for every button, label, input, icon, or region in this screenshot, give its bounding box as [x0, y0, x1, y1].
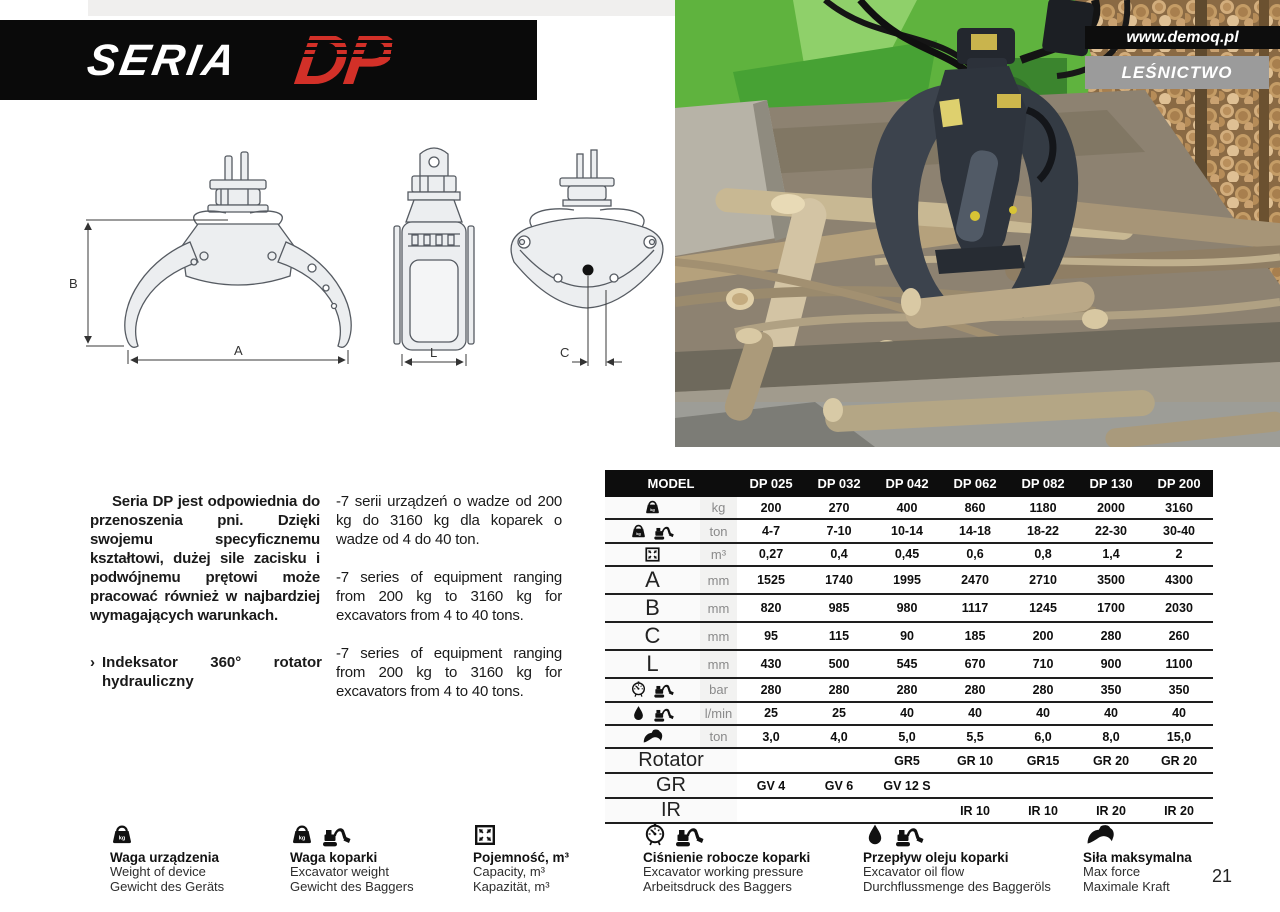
spec-row: [605, 748, 1213, 773]
row-unit: ton: [700, 725, 737, 748]
spec-value: 1700: [1077, 594, 1145, 622]
website-bar: [1085, 26, 1280, 49]
capacity-icon: [473, 823, 497, 847]
legend-text-de: Kapazität, m³: [473, 878, 550, 894]
spec-value: [941, 773, 1009, 798]
dim-label-c: C: [560, 345, 570, 360]
legend-text-en: Max force: [1083, 864, 1141, 879]
row-unit: mm: [700, 566, 737, 594]
spec-value: 185: [941, 622, 1009, 650]
legend-icons: [473, 820, 569, 847]
excavator-icon: [651, 681, 676, 698]
spec-value: GV 12 S: [873, 773, 941, 798]
spec-value: 14-18: [941, 519, 1009, 542]
spec-row: [605, 519, 1213, 542]
legend-item: [863, 820, 1051, 894]
legend-title-pl: Waga urządzenia: [110, 850, 220, 865]
bullet-text: Indeksator 360° rotator hydrauliczny: [102, 654, 322, 690]
spec-value: 40: [941, 702, 1009, 725]
muscle-icon: [1083, 823, 1117, 847]
table-header-model: MODEL: [605, 470, 737, 497]
page-edge-strip: [88, 0, 675, 16]
row-label: [605, 543, 700, 566]
legend-text-de: Gewicht des Geräts: [110, 878, 225, 894]
row-label: B: [605, 594, 700, 622]
spec-value: 2: [1145, 543, 1213, 566]
spec-value: 8,0: [1077, 725, 1145, 748]
spec-value: 0,8: [1009, 543, 1077, 566]
spec-row: [605, 702, 1213, 725]
spec-value: 860: [941, 497, 1009, 519]
legend-text-de: Arbeitsdruck des Baggers: [643, 878, 792, 894]
spec-value: 30-40: [1145, 519, 1213, 542]
drawing-side-view: [394, 148, 474, 350]
page-number: 21: [1212, 866, 1233, 886]
spec-value: [737, 748, 805, 773]
weight-icon: [644, 499, 661, 516]
spec-value: 2710: [1009, 566, 1077, 594]
spec-row: [605, 725, 1213, 748]
spec-value: 95: [737, 622, 805, 650]
dim-label-a: A: [234, 343, 243, 358]
legend-title-pl: Przepływ oleju koparki: [863, 850, 1009, 865]
row-label: IR: [605, 798, 737, 823]
spec-value: 4300: [1145, 566, 1213, 594]
spec-value: 40: [1009, 702, 1077, 725]
table-header-column: DP 200: [1145, 470, 1213, 497]
spec-table: [605, 470, 1213, 824]
legend-title-pl: Pojemność, m³: [473, 850, 570, 865]
spec-value: 350: [1077, 678, 1145, 701]
spec-value: 670: [941, 650, 1009, 678]
legend-text-de: Maximale Kraft: [1083, 878, 1170, 894]
spec-value: 2030: [1145, 594, 1213, 622]
drop-icon: [630, 705, 647, 722]
spec-value: 1525: [737, 566, 805, 594]
spec-row: [605, 543, 1213, 566]
spec-value: 15,0: [1145, 725, 1213, 748]
spec-value: 545: [873, 650, 941, 678]
series-banner: [0, 20, 537, 100]
spec-value: IR 20: [1077, 798, 1145, 823]
spec-row: [605, 773, 1213, 798]
spec-value: 4,0: [805, 725, 873, 748]
category-label: LEŚNICTWO: [1121, 62, 1233, 82]
spec-value: [1009, 773, 1077, 798]
spec-value: 40: [873, 702, 941, 725]
spec-value: GV 4: [737, 773, 805, 798]
legend-text-en: Excavator weight: [290, 864, 389, 879]
legend: [0, 820, 1280, 912]
spec-value: 0,27: [737, 543, 805, 566]
spec-table-grid: [605, 470, 1213, 824]
spec-value: 1100: [1145, 650, 1213, 678]
spec-value: 820: [737, 594, 805, 622]
table-header-column: DP 032: [805, 470, 873, 497]
dim-label-l: L: [430, 345, 438, 360]
row-label: [605, 678, 700, 701]
weight-icon: [630, 523, 647, 540]
category-bar: [1085, 56, 1269, 89]
technical-drawings: [58, 138, 678, 383]
excavator-icon: [651, 523, 676, 540]
row-label: [605, 497, 700, 519]
row-label: L: [605, 650, 700, 678]
row-unit: kg: [700, 497, 737, 519]
row-unit: m³: [700, 543, 737, 566]
spec-value: 280: [737, 678, 805, 701]
drawing-front-view: [125, 152, 351, 347]
legend-text-en: Excavator oil flow: [863, 864, 965, 879]
excavator-icon: [892, 823, 926, 847]
specs-paragraph-en2: -7 series of equipment ranging from 200 kg to 3160 kg for excavators from 4 to 40 tons.: [336, 645, 562, 700]
legend-icons: [863, 820, 1051, 847]
legend-text-en: Capacity, m³: [473, 864, 545, 879]
gauge-icon: [643, 823, 667, 847]
row-label: [605, 519, 700, 542]
row-label: Rotator: [605, 748, 737, 773]
spec-value: IR 10: [1009, 798, 1077, 823]
spec-value: 710: [1009, 650, 1077, 678]
feature-bullet: [90, 653, 322, 691]
row-unit: mm: [700, 622, 737, 650]
spec-value: 1245: [1009, 594, 1077, 622]
spec-row: [605, 497, 1213, 519]
excavator-icon: [672, 823, 706, 847]
row-label: [605, 725, 700, 748]
table-header-column: DP 082: [1009, 470, 1077, 497]
drop-icon: [863, 823, 887, 847]
spec-value: 4-7: [737, 519, 805, 542]
spec-value: 900: [1077, 650, 1145, 678]
legend-item: [1083, 820, 1192, 894]
excavator-icon: [319, 823, 353, 847]
legend-text-en: Excavator working pressure: [643, 864, 804, 879]
spec-value: 280: [941, 678, 1009, 701]
spec-value: 7-10: [805, 519, 873, 542]
legend-item: [290, 820, 414, 894]
spec-row: [605, 650, 1213, 678]
row-label: GR: [605, 773, 737, 798]
specs-summary: [336, 492, 562, 720]
spec-value: 1180: [1009, 497, 1077, 519]
row-label: A: [605, 566, 700, 594]
spec-value: 200: [1009, 622, 1077, 650]
row-unit: mm: [700, 594, 737, 622]
spec-value: 115: [805, 622, 873, 650]
legend-title-pl: Waga koparki: [290, 850, 378, 865]
spec-value: 0,45: [873, 543, 941, 566]
spec-value: GV 6: [805, 773, 873, 798]
spec-value: 22-30: [1077, 519, 1145, 542]
spec-value: 5,5: [941, 725, 1009, 748]
spec-value: 280: [873, 678, 941, 701]
legend-icons: [1083, 820, 1192, 847]
spec-value: [1077, 773, 1145, 798]
spec-value: 400: [873, 497, 941, 519]
spec-value: 500: [805, 650, 873, 678]
table-header-column: DP 042: [873, 470, 941, 497]
spec-value: GR 20: [1077, 748, 1145, 773]
spec-value: 1,4: [1077, 543, 1145, 566]
spec-value: 25: [805, 702, 873, 725]
spec-row: [605, 594, 1213, 622]
spec-row: [605, 566, 1213, 594]
table-header-column: DP 130: [1077, 470, 1145, 497]
row-unit: l/min: [700, 702, 737, 725]
legend-icons: [643, 820, 810, 847]
dim-label-b: B: [69, 276, 78, 291]
weight-icon: [290, 823, 314, 847]
legend-icons: [290, 820, 414, 847]
series-code-logo: DP: [290, 20, 396, 100]
spec-value: 1740: [805, 566, 873, 594]
spec-value: 280: [1009, 678, 1077, 701]
intro-text-pl: [90, 492, 320, 625]
spec-value: 40: [1077, 702, 1145, 725]
series-name: SERIA: [83, 36, 242, 85]
drawing-closed-view: [511, 150, 663, 308]
specs-paragraph-pl: -7 serii urządzeń o wadze od 200 kg do 3160 kg dla koparek o wadze od 4 do 40 ton.: [336, 493, 562, 548]
spec-value: 1117: [941, 594, 1009, 622]
spec-value: 2470: [941, 566, 1009, 594]
spec-value: 40: [1145, 702, 1213, 725]
spec-value: 980: [873, 594, 941, 622]
row-unit: ton: [700, 519, 737, 542]
website-url: www.demoq.pl: [1126, 28, 1239, 46]
spec-value: 430: [737, 650, 805, 678]
intro-paragraph: Seria DP jest odpowiednia do przenoszenia pni. Dzięki swojemu specyficznemu kształtowi, dużej sile zacisku i podwójnemu prętowi może pracować również w najbardziej wymagających warunkach.: [90, 493, 320, 624]
row-unit: bar: [700, 678, 737, 701]
row-label: [605, 702, 700, 725]
legend-item: [643, 820, 810, 894]
spec-value: 90: [873, 622, 941, 650]
legend-text-en: Weight of device: [110, 864, 206, 879]
spec-value: 200: [737, 497, 805, 519]
row-label: C: [605, 622, 700, 650]
table-header-column: DP 025: [737, 470, 805, 497]
spec-value: GR 10: [941, 748, 1009, 773]
spec-value: 1995: [873, 566, 941, 594]
legend-title-pl: Ciśnienie robocze koparki: [643, 850, 811, 865]
legend-text-de: Gewicht des Baggers: [290, 878, 414, 894]
spec-value: IR 20: [1145, 798, 1213, 823]
spec-row: [605, 678, 1213, 701]
spec-value: GR15: [1009, 748, 1077, 773]
spec-value: [805, 748, 873, 773]
legend-item: [110, 820, 224, 894]
spec-value: 25: [737, 702, 805, 725]
spec-value: [1145, 773, 1213, 798]
specs-paragraph-en1: -7 series of equipment ranging from 200 kg to 3160 kg for excavators from 4 to 40 tons.: [336, 569, 562, 624]
spec-value: 0,6: [941, 543, 1009, 566]
spec-value: 3500: [1077, 566, 1145, 594]
weight-icon: [110, 823, 134, 847]
spec-value: GR5: [873, 748, 941, 773]
spec-value: 280: [805, 678, 873, 701]
legend-icons: [110, 820, 224, 847]
row-unit: mm: [700, 650, 737, 678]
spec-value: IR 10: [941, 798, 1009, 823]
spec-value: 260: [1145, 622, 1213, 650]
spec-value: 2000: [1077, 497, 1145, 519]
legend-item: [473, 820, 569, 894]
spec-value: 0,4: [805, 543, 873, 566]
legend-title-pl: Siła maksymalna: [1083, 850, 1192, 865]
spec-value: 6,0: [1009, 725, 1077, 748]
spec-value: 350: [1145, 678, 1213, 701]
muscle-icon: [640, 728, 665, 745]
spec-value: 5,0: [873, 725, 941, 748]
spec-value: GR 20: [1145, 748, 1213, 773]
spec-value: 280: [1077, 622, 1145, 650]
spec-value: 10-14: [873, 519, 941, 542]
spec-value: 18-22: [1009, 519, 1077, 542]
capacity-icon: [644, 546, 661, 563]
spec-value: 985: [805, 594, 873, 622]
legend-text-de: Durchflussmenge des Baggeröls: [863, 878, 1051, 894]
spec-value: 3,0: [737, 725, 805, 748]
table-header-column: DP 062: [941, 470, 1009, 497]
bullet-arrow-icon: ›: [90, 654, 95, 671]
gauge-icon: [630, 681, 647, 698]
excavator-icon: [651, 705, 676, 722]
spec-value: 270: [805, 497, 873, 519]
spec-value: 3160: [1145, 497, 1213, 519]
spec-row: [605, 622, 1213, 650]
